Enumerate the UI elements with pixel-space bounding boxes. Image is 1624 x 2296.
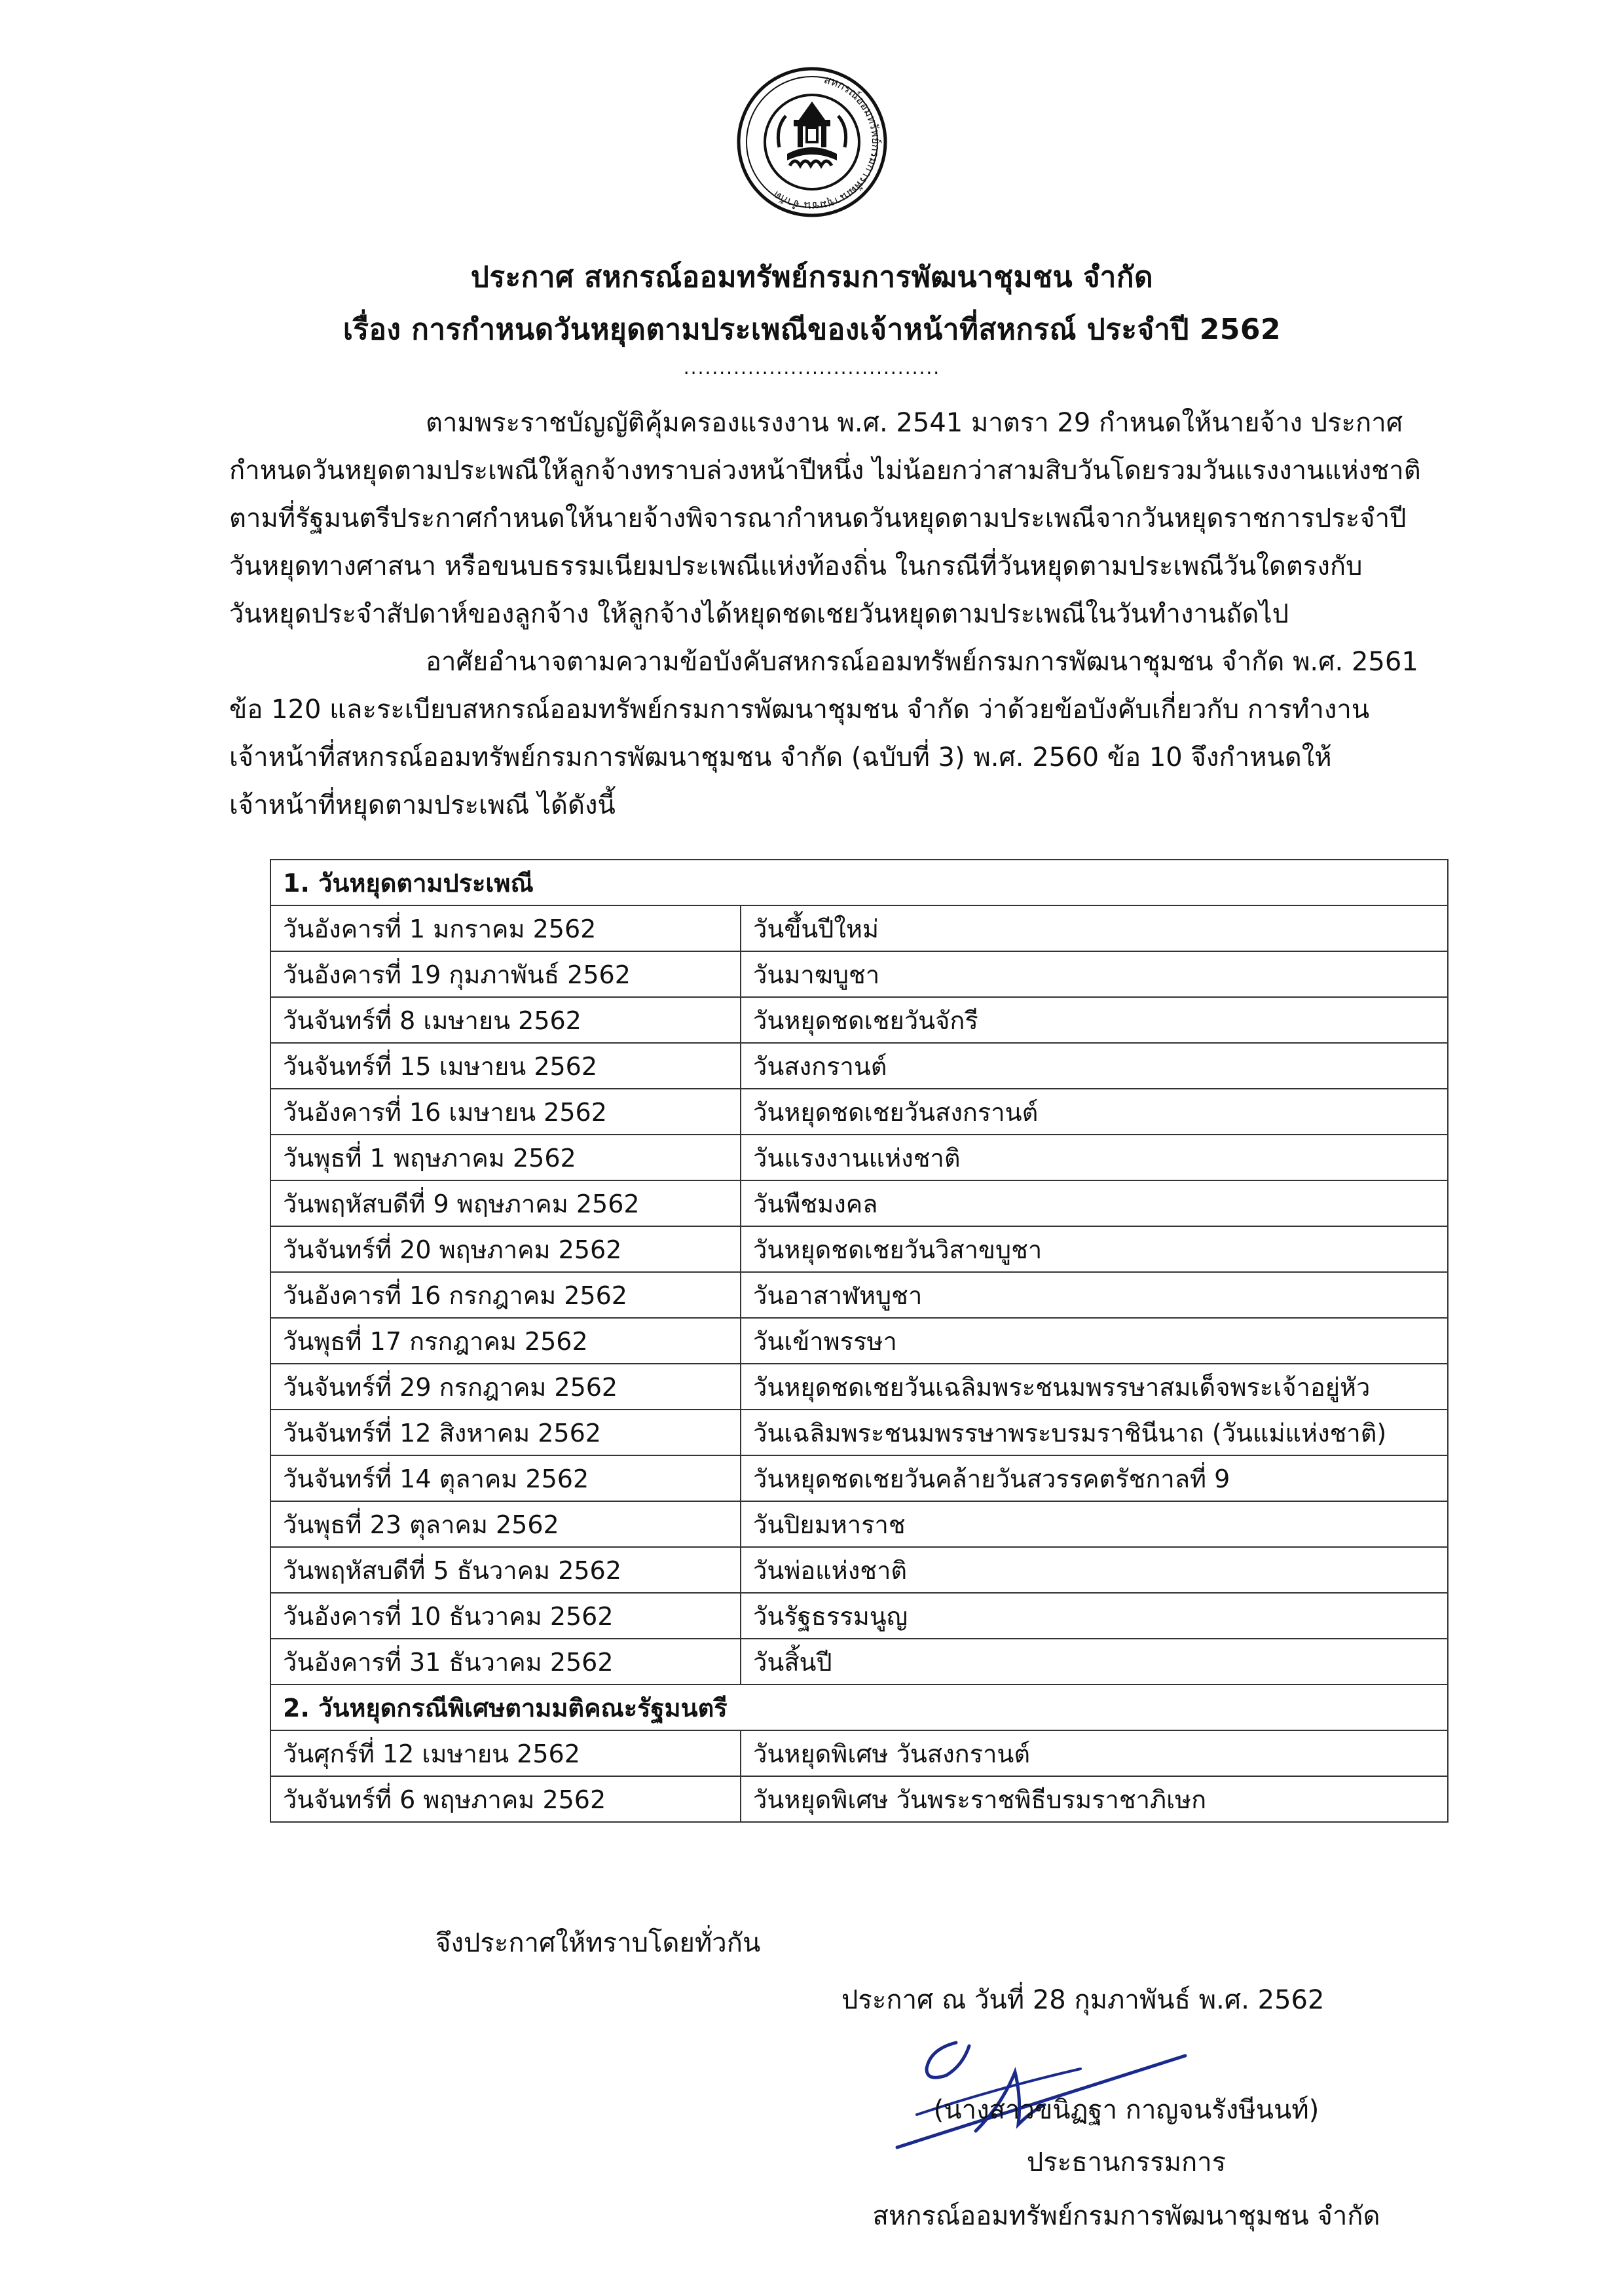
table-row	[270, 1089, 1448, 1135]
paragraph-line: กำหนดวันหยุดตามประเพณีให้ลูกจ้างทราบล่วงหน้าปีหนึ่ง ไม่น้อยกว่าสามสิบวันโดยรวมวันแรงงานแห่งชาติ	[229, 456, 1421, 486]
section-header-special	[270, 1685, 1448, 1730]
holiday-name: วันหยุดชดเชยวันจักรี	[741, 997, 1448, 1043]
holiday-name: วันเฉลิมพระชนมพรรษาพระบรมราชินีนาถ (วันแม่แห่งชาติ)	[741, 1410, 1448, 1455]
holiday-date: วันพฤหัสบดีที่ 5 ธันวาคม 2562	[270, 1547, 741, 1593]
table-row	[270, 1639, 1448, 1685]
table-row	[270, 1501, 1448, 1547]
paragraph-line: เจ้าหน้าที่หยุดตามประเพณี ได้ดังนี้	[229, 790, 616, 820]
holiday-date: วันอังคารที่ 19 กุมภาพันธ์ 2562	[270, 951, 741, 997]
holiday-name: วันพืชมงคล	[741, 1180, 1448, 1226]
holiday-date: วันพุธที่ 1 พฤษภาคม 2562	[270, 1135, 741, 1180]
table-row	[270, 1180, 1448, 1226]
holiday-name: วันหยุดพิเศษ วันสงกรานต์	[741, 1730, 1448, 1776]
holiday-name: วันสงกรานต์	[741, 1043, 1448, 1089]
paragraph-line: อาศัยอำนาจตามความข้อบังคับสหกรณ์ออมทรัพย์กรมการพัฒนาชุมชน จำกัด พ.ศ. 2561	[426, 647, 1418, 677]
signatory-position: ประธานกรรมการ	[1026, 2147, 1227, 2178]
holiday-date: วันจันทร์ที่ 15 เมษายน 2562	[270, 1043, 741, 1089]
paragraph-legal-basis	[229, 399, 1480, 638]
signatory-organization: สหกรณ์ออมทรัพย์กรมการพัฒนาชุมชน จำกัด	[872, 2201, 1380, 2231]
table-row	[270, 1364, 1448, 1410]
holiday-name: วันปิยมหาราช	[741, 1501, 1448, 1547]
announcement-subject: เรื่อง การกำหนดวันหยุดตามประเพณีของเจ้าหน้าที่สหกรณ์ ประจำปี 2562	[342, 313, 1282, 346]
holiday-date: วันจันทร์ที่ 8 เมษายน 2562	[270, 997, 741, 1043]
holiday-name: วันสิ้นปี	[741, 1639, 1448, 1685]
holiday-name: วันหยุดชดเชยวันวิสาขบูชา	[741, 1226, 1448, 1272]
paragraph-line: เจ้าหน้าที่สหกรณ์ออมทรัพย์กรมการพัฒนาชุมชน จำกัด (ฉบับที่ 3) พ.ศ. 2560 ข้อ 10 จึงกำหนดให้	[229, 742, 1332, 773]
holiday-name: วันหยุดชดเชยวันคล้ายวันสวรรคตรัชกาลที่ 9	[741, 1455, 1448, 1501]
closing-announcement: จึงประกาศให้ทราบโดยทั่วกัน	[435, 1928, 761, 1958]
holiday-name: วันหยุดชดเชยวันสงกรานต์	[741, 1089, 1448, 1135]
holiday-name: วันมาฆบูชา	[741, 951, 1448, 997]
paragraph-line: วันหยุดทางศาสนา หรือขนบธรรมเนียมประเพณีแห่งท้องถิ่น ในกรณีที่วันหยุดตามประเพณีวันใดตรงกับ	[229, 551, 1363, 581]
holiday-date: วันอังคารที่ 31 ธันวาคม 2562	[270, 1639, 741, 1685]
table-row	[270, 1730, 1448, 1776]
paragraph-line: วันหยุดประจำสัปดาห์ของลูกจ้าง ให้ลูกจ้างได้หยุดชดเชยวันหยุดตามประเพณีในวันทำงานถัดไป	[229, 599, 1289, 629]
holiday-name: วันอาสาฬหบูชา	[741, 1272, 1448, 1318]
holiday-date: วันจันทร์ที่ 29 กรกฎาคม 2562	[270, 1364, 741, 1410]
holiday-table	[270, 859, 1449, 1823]
holiday-date: วันพฤหัสบดีที่ 9 พฤษภาคม 2562	[270, 1180, 741, 1226]
table-row	[270, 1455, 1448, 1501]
holiday-name: วันรัฐธรรมนูญ	[741, 1593, 1448, 1639]
holiday-date: วันจันทร์ที่ 20 พฤษภาคม 2562	[270, 1226, 741, 1272]
holiday-date: วันศุกร์ที่ 12 เมษายน 2562	[270, 1730, 741, 1776]
holiday-date: วันจันทร์ที่ 12 สิงหาคม 2562	[270, 1410, 741, 1455]
cooperative-seal-logo	[733, 62, 891, 226]
holiday-date: วันอังคารที่ 16 เมษายน 2562	[270, 1089, 741, 1135]
table-row	[270, 905, 1448, 951]
table-row	[270, 1776, 1448, 1822]
paragraph-authority	[229, 638, 1480, 829]
table-row	[270, 997, 1448, 1043]
paragraph-line: ตามที่รัฐมนตรีประกาศกำหนดให้นายจ้างพิจารณากำหนดวันหยุดตามประเพณีจากวันหยุดราชการประจำปี	[229, 503, 1407, 534]
section-header-traditional	[270, 860, 1448, 905]
holiday-date: วันพุธที่ 23 ตุลาคม 2562	[270, 1501, 741, 1547]
holiday-name: วันแรงงานแห่งชาติ	[741, 1135, 1448, 1180]
section-title: 2. วันหยุดกรณีพิเศษตามมติคณะรัฐมนตรี	[270, 1685, 1448, 1730]
seal-ring-text: สหกรณ์ออมทรัพย์กรมการพัฒนาชุมชน จำกัด	[771, 73, 883, 213]
paragraph-line: ข้อ 120 และระเบียบสหกรณ์ออมทรัพย์กรมการพัฒนาชุมชน จำกัด ว่าด้วยข้อบังคับเกี่ยวกับ การทำงาน	[229, 695, 1370, 725]
paragraph-line: ตามพระราชบัญญัติคุ้มครองแรงงาน พ.ศ. 2541 มาตรา 29 กำหนดให้นายจ้าง ประกาศ	[426, 408, 1403, 438]
table-row	[270, 1318, 1448, 1364]
holiday-date: วันจันทร์ที่ 14 ตุลาคม 2562	[270, 1455, 741, 1501]
announcement-title: ประกาศ สหกรณ์ออมทรัพย์กรมการพัฒนาชุมชน จำกัด	[470, 261, 1154, 294]
section-title: 1. วันหยุดตามประเพณี	[270, 860, 1448, 905]
table-row	[270, 951, 1448, 997]
title-separator: ....................................	[683, 357, 941, 378]
holiday-name: วันขึ้นปีใหม่	[741, 905, 1448, 951]
holiday-date: วันอังคารที่ 1 มกราคม 2562	[270, 905, 741, 951]
announcement-date: ประกาศ ณ วันที่ 28 กุมภาพันธ์ พ.ศ. 2562	[841, 1985, 1325, 2015]
table-row	[270, 1043, 1448, 1089]
holiday-name: วันพ่อแห่งชาติ	[741, 1547, 1448, 1593]
table-row	[270, 1226, 1448, 1272]
holiday-name: วันเข้าพรรษา	[741, 1318, 1448, 1364]
holiday-name: วันหยุดพิเศษ วันพระราชพิธีบรมราชาภิเษก	[741, 1776, 1448, 1822]
table-row	[270, 1410, 1448, 1455]
holiday-date: วันจันทร์ที่ 6 พฤษภาคม 2562	[270, 1776, 741, 1822]
table-row	[270, 1272, 1448, 1318]
holiday-date: วันพุธที่ 17 กรกฎาคม 2562	[270, 1318, 741, 1364]
holiday-name: วันหยุดชดเชยวันเฉลิมพระชนมพรรษาสมเด็จพระเจ้าอยู่หัว	[741, 1364, 1448, 1410]
holiday-date: วันอังคารที่ 10 ธันวาคม 2562	[270, 1593, 741, 1639]
signatory-name: (นางสาวขนิฏฐา กาญจนรังษีนนท์)	[933, 2095, 1320, 2125]
table-row	[270, 1593, 1448, 1639]
table-row	[270, 1547, 1448, 1593]
table-row	[270, 1135, 1448, 1180]
holiday-date: วันอังคารที่ 16 กรกฎาคม 2562	[270, 1272, 741, 1318]
